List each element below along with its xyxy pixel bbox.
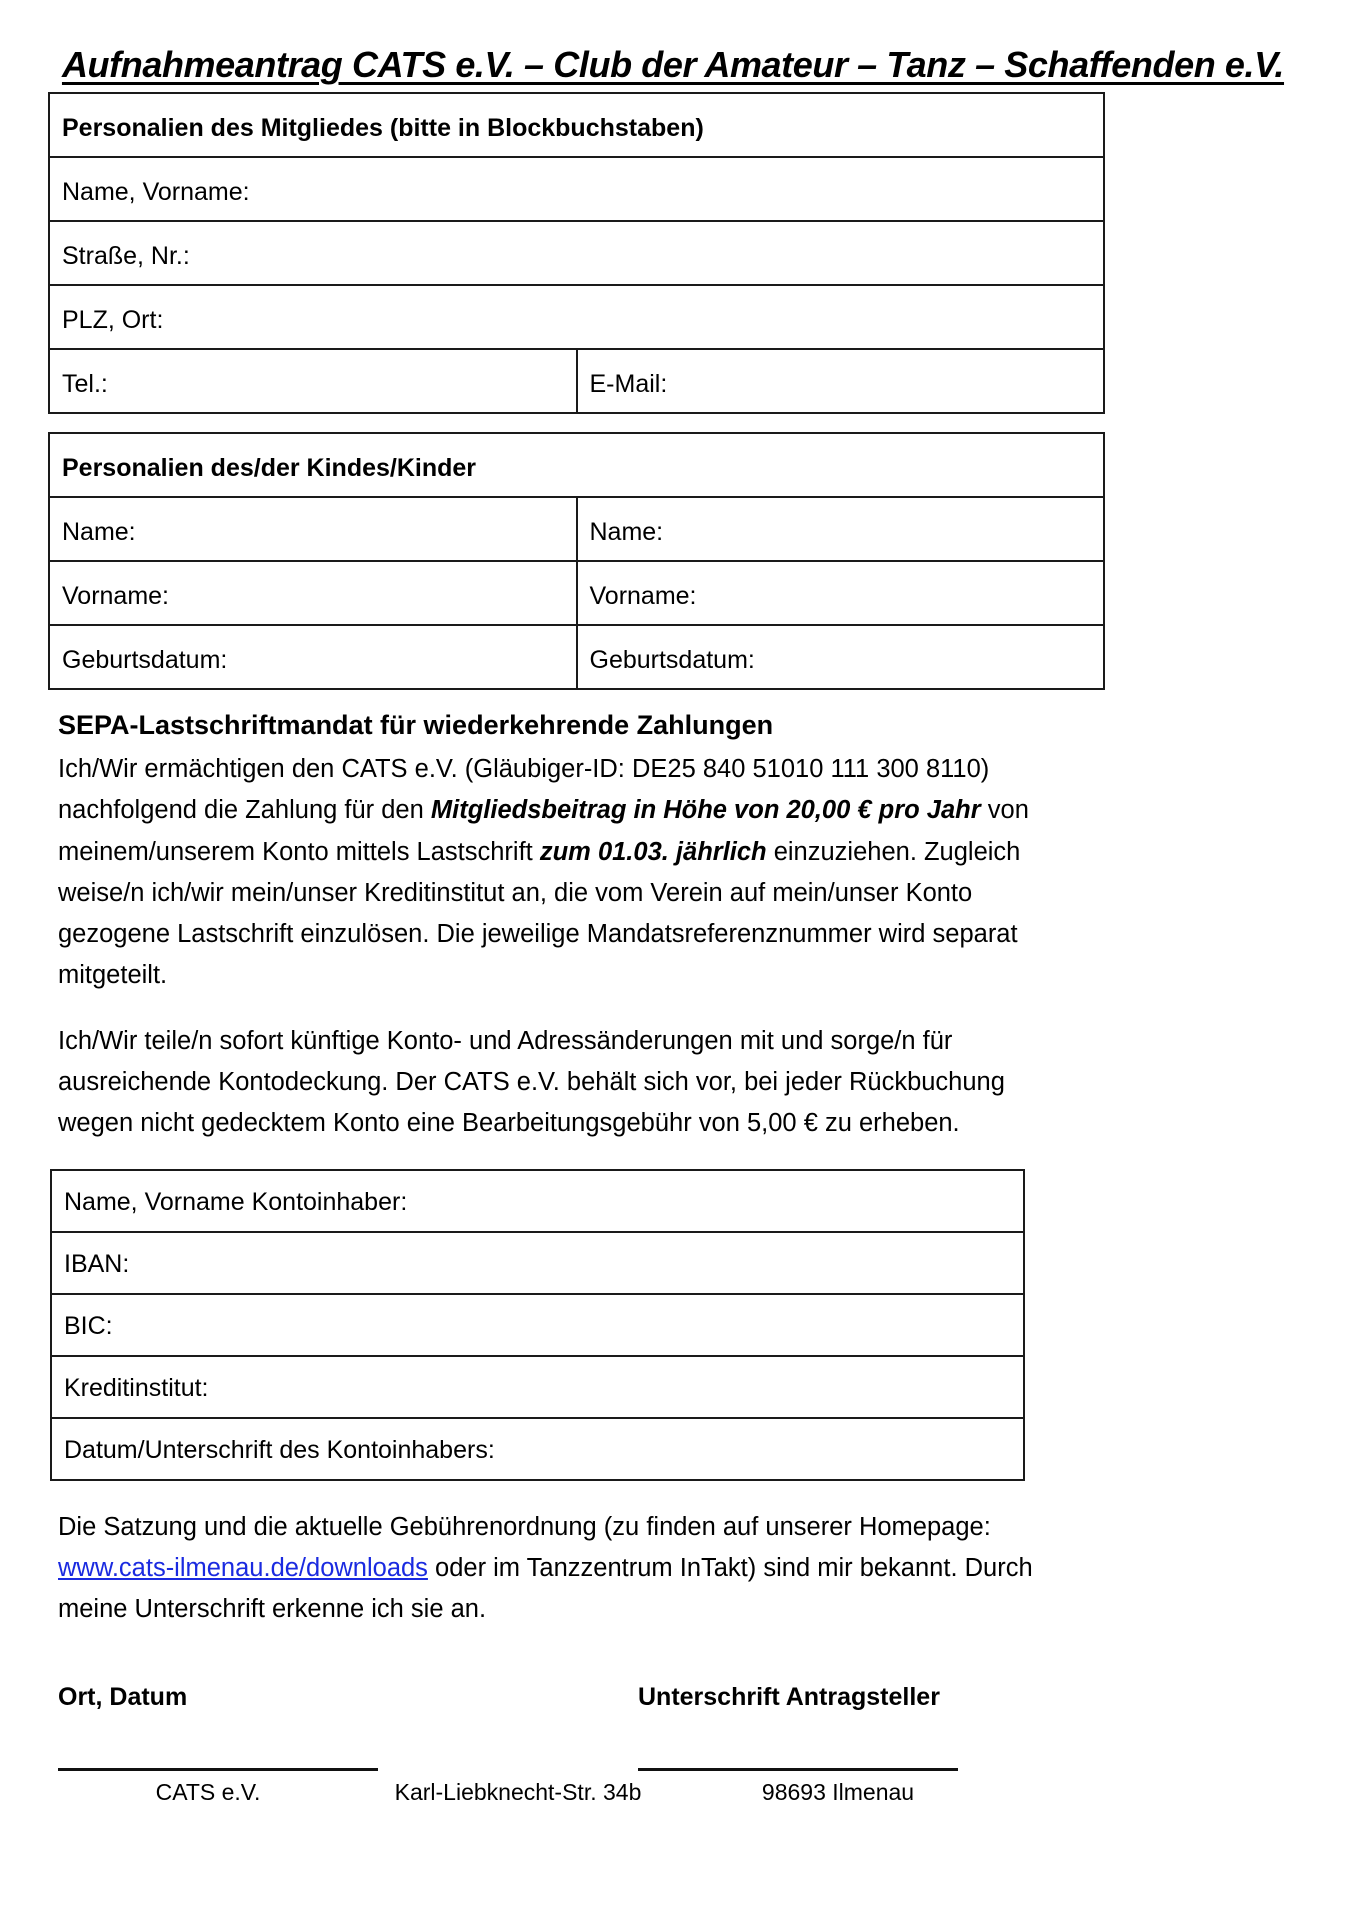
signature-line-gap bbox=[378, 1768, 638, 1771]
field-child2-geburtsdatum[interactable]: Geburtsdatum: bbox=[577, 625, 1105, 689]
field-iban[interactable]: IBAN: bbox=[51, 1232, 1024, 1294]
table-row bbox=[49, 221, 1104, 285]
sepa-paragraph-2: Ich/Wir teile/n sofort künftige Konto- und Adressänderungen mit und sorge/n für ausreichende Kontodeckung. Der CATS e.V. behält sich vor, bei jeder Rückbuchung wegen nicht gedecktem Konto eine Bearbeitungsgebühr von 5,00 € zu erheben. bbox=[58, 1026, 1005, 1138]
footer-city: 98693 Ilmenau bbox=[761, 1778, 915, 1805]
footer-org: CATS e.V. bbox=[155, 1778, 261, 1805]
field-bic[interactable]: BIC: bbox=[51, 1294, 1024, 1356]
closing-part1: Die Satzung und die aktuelle Gebührenordnung (zu finden auf unserer Homepage: bbox=[58, 1512, 991, 1541]
field-child2-name[interactable]: Name: bbox=[577, 497, 1105, 561]
field-tel[interactable]: Tel.: bbox=[49, 349, 577, 413]
table-row bbox=[49, 561, 1104, 625]
table-row bbox=[49, 625, 1104, 689]
sepa-p1-part3: einzuziehen. Zugleich weise/n ich/wir mein/unser Kreditinstitut an, die vom Verein auf mein/unser Konto gezogene Lastschrift einzulösen. Die jeweilige Mandatsreferenznummer wird separat mitgeteilt. bbox=[58, 837, 1021, 990]
field-datum-unterschrift-kontoinhaber[interactable]: Datum/Unterschrift des Kontoinhabers: bbox=[51, 1418, 1024, 1480]
sepa-p1-part2: von meinem/unserem Konto mittels Lastschrift bbox=[58, 796, 1029, 866]
sepa-p1-emphasis-fee: Mitgliedsbeitrag in Höhe von 20,00 € pro Jahr bbox=[430, 796, 981, 825]
children-personal-data-table bbox=[48, 432, 1105, 690]
field-child1-name[interactable]: Name: bbox=[49, 497, 577, 561]
signature-lines-row bbox=[58, 1768, 1068, 1771]
page-title bbox=[48, 0, 1298, 92]
closing-part2: oder im Tanzzentrum InTakt) sind mir bekannt. Durch meine Unterschrift erkenne ich sie an. bbox=[58, 1553, 1033, 1624]
field-name-vorname[interactable]: Name, Vorname: bbox=[49, 157, 1104, 221]
table-row bbox=[49, 497, 1104, 561]
field-email[interactable]: E-Mail: bbox=[577, 349, 1105, 413]
signature-label-unterschrift: Unterschrift Antragsteller bbox=[638, 1682, 940, 1711]
page-title-text: Aufnahmeantrag CATS e.V. – Club der Amateur – Tanz – Schaffenden e.V. bbox=[61, 44, 1285, 85]
signature-label-ort-datum: Ort, Datum bbox=[58, 1682, 188, 1711]
sepa-p1-emphasis-date: zum 01.03. jährlich bbox=[539, 837, 767, 866]
page-footer bbox=[58, 1779, 1068, 1806]
field-kreditinstitut[interactable]: Kreditinstitut: bbox=[51, 1356, 1024, 1418]
field-kontoinhaber-name[interactable]: Name, Vorname Kontoinhaber: bbox=[51, 1170, 1024, 1232]
downloads-link[interactable]: www.cats-ilmenau.de/downloads bbox=[58, 1553, 428, 1582]
table-row bbox=[51, 1170, 1024, 1232]
field-strasse-nr[interactable]: Straße, Nr.: bbox=[49, 221, 1104, 285]
sepa-heading: SEPA-Lastschriftmandat für wiederkehrende Zahlungen bbox=[58, 710, 774, 740]
sepa-paragraph-1 bbox=[58, 749, 1068, 997]
section-spacer bbox=[48, 414, 1298, 432]
table-row bbox=[49, 433, 1104, 497]
table-row bbox=[51, 1356, 1024, 1418]
member-personal-data-table bbox=[48, 92, 1105, 414]
signature-line-antragsteller[interactable] bbox=[638, 1768, 958, 1771]
field-child1-geburtsdatum[interactable]: Geburtsdatum: bbox=[49, 625, 577, 689]
sepa-p1-part1: Ich/Wir ermächtigen den CATS e.V. (Gläubiger-ID: DE25 840 51010 111 300 8110) nachfolgend die Zahlung für den bbox=[58, 755, 990, 825]
closing-paragraph bbox=[58, 1507, 1068, 1631]
table-row bbox=[49, 157, 1104, 221]
signature-labels-row bbox=[58, 1683, 1068, 1712]
table-row bbox=[51, 1418, 1024, 1480]
children-section-heading: Personalien des/der Kindes/Kinder bbox=[49, 433, 1104, 497]
field-child1-vorname[interactable]: Vorname: bbox=[49, 561, 577, 625]
bank-details-table bbox=[50, 1169, 1025, 1481]
table-row bbox=[51, 1294, 1024, 1356]
footer-street: Karl-Liebknecht-Str. 34b bbox=[394, 1778, 642, 1805]
table-row bbox=[49, 349, 1104, 413]
section-spacer bbox=[48, 1145, 1298, 1169]
signature-line-ort-datum[interactable] bbox=[58, 1768, 378, 1771]
table-row bbox=[49, 285, 1104, 349]
field-child2-vorname[interactable]: Vorname: bbox=[577, 561, 1105, 625]
table-row bbox=[51, 1232, 1024, 1294]
table-row bbox=[49, 93, 1104, 157]
field-plz-ort[interactable]: PLZ, Ort: bbox=[49, 285, 1104, 349]
member-section-heading: Personalien des Mitgliedes (bitte in Blockbuchstaben) bbox=[49, 93, 1104, 157]
